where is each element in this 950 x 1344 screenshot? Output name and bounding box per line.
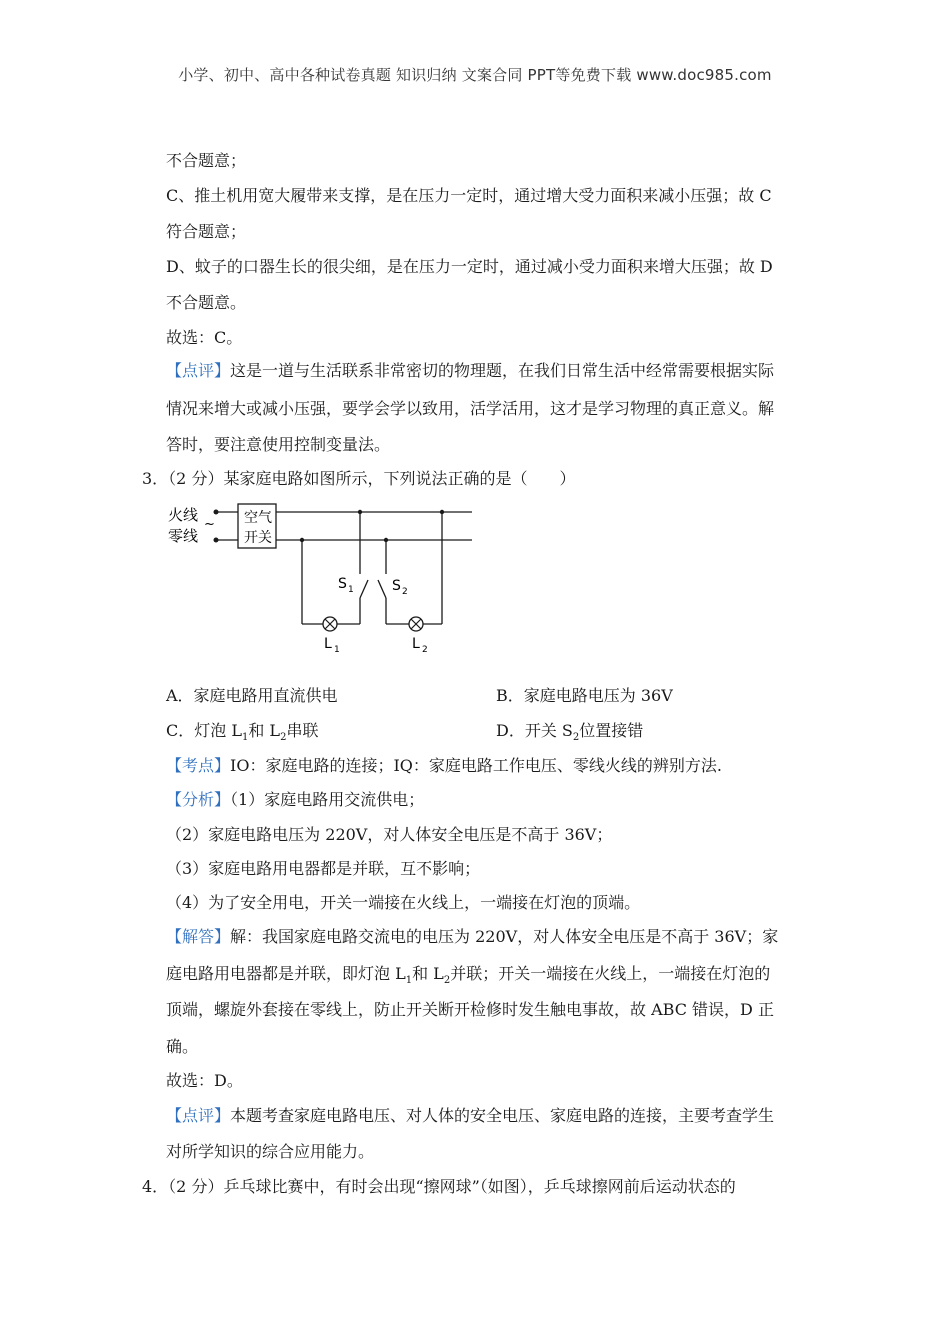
neutral-wire-label: 零线 <box>168 527 199 545</box>
question-3-stem: 3．（2 分）某家庭电路如图所示，下列说法正确的是（ ） <box>142 469 576 488</box>
switch-s2 <box>378 580 386 598</box>
comment-text: 这是一道与生活联系非常密切的物理题，在我们日常生活中经常需要根据实际 <box>230 361 775 380</box>
option-a: A．家庭电路用直流供电 <box>166 686 338 705</box>
switch-s2-sub: 2 <box>402 587 408 597</box>
text-line: 不合题意。 <box>166 293 247 312</box>
comment-tag: 【点评】 <box>166 361 231 380</box>
text-line: 故选：C。 <box>166 328 243 347</box>
lamp-l2-sub: 2 <box>422 645 428 655</box>
dianping-tag: 【点评】 <box>166 1106 231 1125</box>
text-line: 顶端，螺旋外套接在零线上，防止开关断开检修时发生触电事故，故 ABC 错误，D 正 <box>166 1000 774 1019</box>
page-header: 小学、初中、高中各种试卷真题 知识归纳 文案合同 PPT等免费下载 www.doc985.com <box>178 66 772 84</box>
dianping-line: 【点评】本题考查家庭电路电压、对人体的安全电压、家庭电路的连接，主要考查学生 <box>166 1106 775 1125</box>
switch-s1-sub: 1 <box>348 585 354 595</box>
live-wire-label: 火线 <box>168 506 199 524</box>
text-line: 答时，要注意使用控制变量法。 <box>166 435 391 454</box>
fenxi-line: 【分析】（1）家庭电路用交流供电； <box>166 790 425 809</box>
jieda-tag: 【解答】 <box>166 927 231 946</box>
fenxi-tag: 【分析】 <box>166 790 231 809</box>
text-line: 确。 <box>166 1037 199 1056</box>
text-line: （2）家庭电路电压为 220V，对人体安全电压是不高于 36V； <box>166 825 613 844</box>
option-d: D．开关 $S_2$位置接错 <box>496 721 644 744</box>
lamp-l1-label: L <box>324 636 332 652</box>
text-line: C、推土机用宽大履带来支撑，是在压力一定时，通过增大受力面积来减小压强；故 C <box>166 186 772 205</box>
jieda-line: 【解答】解：我国家庭电路交流电的电压为 220V，对人体安全电压是不高于 36V；家 <box>166 927 779 946</box>
text-line: 对所学知识的综合应用能力。 <box>166 1142 375 1161</box>
answer-line: 故选：D。 <box>166 1071 243 1090</box>
switch-s2-label: S <box>392 578 401 594</box>
kaodian-line: 【考点】IO：家庭电路的连接；IQ：家庭电路工作电压、零线火线的辨别方法. <box>166 756 722 775</box>
text-line: 庭电路用电器都是并联，即灯泡 $L_1$和 $L_2$并联；开关一端接在火线上，一端接在灯泡的 <box>166 964 771 987</box>
lamp-l2-label: L <box>412 636 420 652</box>
option-b: B．家庭电路电压为 36V <box>496 686 673 705</box>
air-switch-label-2: 开关 <box>244 530 272 546</box>
text-line: （3）家庭电路用电器都是并联，互不影响； <box>166 859 481 878</box>
lamp-l1-sub: 1 <box>334 645 340 655</box>
ac-symbol: ~ <box>204 517 215 532</box>
text-line: D、蚊子的口器生长的很尖细，是在压力一定时，通过减小受力面积来增大压强；故 D <box>166 257 773 276</box>
text-line: 情况来增大或减小压强，要学会学以致用，活学活用，这才是学习物理的真正意义。解 <box>166 399 775 418</box>
switch-s1 <box>360 580 368 598</box>
question-4-stem: 4．（2 分）乒乓球比赛中，有时会出现“擦网球”（如图），乒乓球擦网前后运动状态的 <box>142 1177 736 1196</box>
text-line: 符合题意； <box>166 222 247 241</box>
text-line: 不合题意； <box>166 151 247 170</box>
text-line: （4）为了安全用电，开关一端接在火线上，一端接在灯泡的顶端。 <box>166 893 641 912</box>
circuit-diagram <box>160 498 480 658</box>
switch-s1-label: S <box>338 576 347 592</box>
comment-line <box>166 358 774 381</box>
option-c: C．灯泡 $L_1$和 $L_2$串联 <box>166 721 319 744</box>
kaodian-tag: 【考点】 <box>166 756 231 775</box>
air-switch-label-1: 空气 <box>244 510 272 526</box>
